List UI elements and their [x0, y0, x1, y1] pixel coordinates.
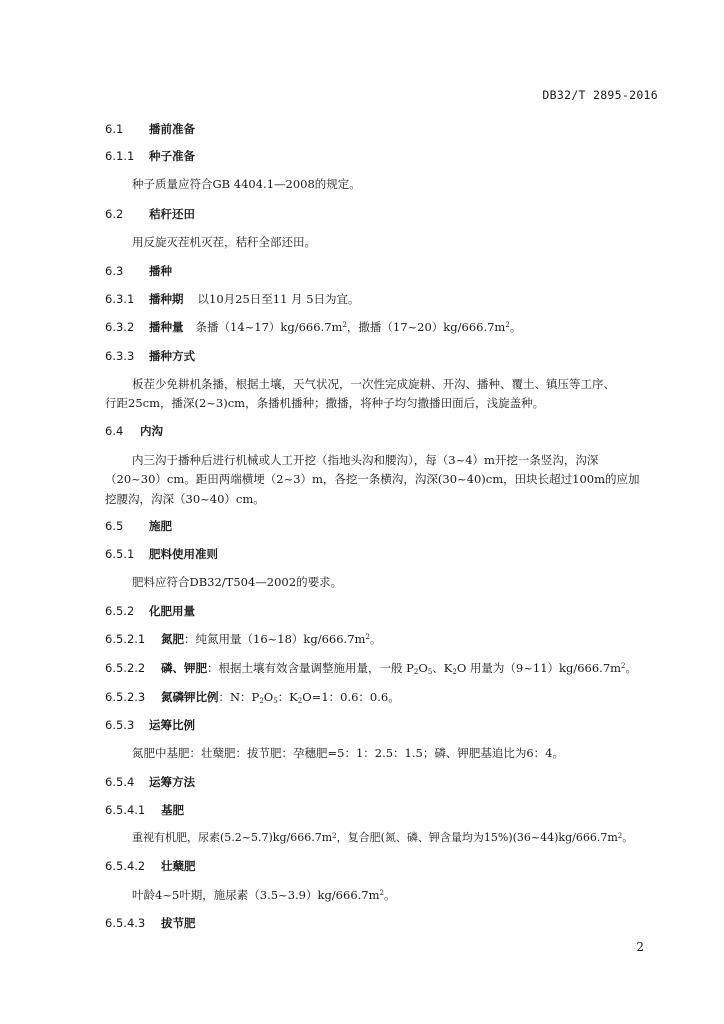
section-6-1	[105, 121, 195, 137]
section-number: 6.5.4.2	[105, 859, 146, 873]
section-number: 6.5.2	[105, 604, 135, 618]
section-6-3-1	[105, 291, 360, 307]
paragraph-fertilizer-standard: 肥料应符合DB32/T504—2002的要求。	[132, 575, 343, 589]
section-title: 运筹方法	[149, 775, 195, 789]
paragraph-ratio: 氮肥中基肥：壮蘖肥：拔节肥：孕穗肥=5：1：2.5：1.5；磷、钾肥基追比为6：4。	[132, 746, 564, 760]
section-number: 6.5.4.3	[105, 916, 146, 930]
section-6-4	[105, 423, 163, 439]
section-6-5-4-1	[105, 802, 184, 818]
document-code: DB32/T 2895-2016	[542, 88, 658, 102]
section-number: 6.2	[105, 207, 124, 221]
section-title: 拔节肥	[161, 916, 196, 930]
section-number: 6.1	[105, 122, 124, 136]
paragraph-straw: 用反旋灭茬机灭茬，秸秆全部还田。	[132, 235, 316, 249]
paragraph-ditch-line-2: （20~30）cm。距田两端横埂（2~3）m，各挖一条横沟，沟深(30~40)cm，田块长超过100m的应加	[105, 472, 640, 486]
section-title: 磷、钾肥	[161, 661, 207, 675]
section-6-5	[105, 518, 172, 534]
section-6-5-4	[105, 774, 195, 790]
paragraph-ditch-line-1: 内三沟于播种后进行机械或人工开挖（指地头沟和腰沟），每（3~4）m开挖一条竖沟，沟深	[132, 453, 599, 467]
section-title: 播种	[149, 264, 172, 278]
section-text: ：根据土壤有效含量调整施用量，一般 $P_2O_5$、$K_2O$ 用量为$(9\sim 11)kg/666.7m^2$。	[207, 661, 638, 676]
section-6-3	[105, 263, 172, 279]
section-6-3-2	[105, 319, 521, 335]
section-6-3-3	[105, 348, 195, 364]
paragraph-base-fertilizer: 重视有机肥，尿素$(5.2\sim 5.7)kg/666.7m^2$，复合肥(氮、磷、钾含量均为$15\%)(36\sim 44)kg/666.7m^2$。	[132, 831, 634, 844]
section-6-5-4-3	[105, 915, 196, 931]
paragraph-tiller-fertilizer: 叶龄4~5叶期，施尿素$(3.5\sim 3.9)kg/666.7m^2$。	[132, 888, 396, 902]
section-title: 内沟	[140, 424, 163, 438]
section-title: 基肥	[161, 803, 184, 817]
section-number: 6.3.3	[105, 349, 135, 363]
section-title: 运筹比例	[149, 718, 195, 732]
section-title: 氮肥	[161, 632, 184, 646]
section-text: 以10月25日至11 月 5日为宜。	[197, 292, 360, 306]
paragraph-sowing-line-1: 板茬少免耕机条播，根据土壤，天气状况，一次性完成旋耕、开沟、播种、覆土、镇压等工序、	[132, 377, 615, 391]
section-text: ：纯氮用量$(16\sim 18)kg/666.7m^2$。	[184, 632, 382, 646]
section-title: 肥料使用准则	[149, 547, 218, 561]
page-number: 2	[636, 940, 644, 954]
section-6-5-2	[105, 603, 195, 619]
section-number: 6.5	[105, 519, 124, 533]
section-number: 6.3	[105, 264, 124, 278]
section-text: ：N：$P_2O_5$：$K_2O=1$：0.6：0.6。	[218, 690, 400, 705]
section-6-2	[105, 206, 195, 222]
section-title: 播种期	[149, 292, 184, 306]
section-number: 6.5.4.1	[105, 803, 146, 817]
section-title: 施肥	[149, 519, 172, 533]
section-title: 化肥用量	[149, 604, 195, 618]
section-title: 播种方式	[149, 349, 195, 363]
section-number: 6.5.2.3	[105, 690, 146, 704]
section-title: 播种量	[149, 320, 184, 334]
paragraph-seed-quality: 种子质量应符合GB 4404.1—2008的规定。	[132, 177, 361, 191]
section-number: 6.3.2	[105, 320, 135, 334]
section-number: 6.4	[105, 424, 124, 438]
section-number: 6.5.2.2	[105, 661, 146, 675]
section-title: 秸秆还田	[149, 207, 195, 221]
section-6-1-1	[105, 148, 195, 164]
section-number: 6.5.2.1	[105, 632, 146, 646]
section-text: 条播$(14\sim 17)kg/666.7m^2$，撒播$(17\sim 20)kg/666.7m^2$。	[195, 320, 522, 334]
section-title: 壮蘖肥	[161, 859, 196, 873]
paragraph-ditch-line-3: 挖腰沟，沟深（30~40）cm。	[105, 492, 265, 506]
section-number: 6.5.4	[105, 775, 135, 789]
section-number: 6.5.1	[105, 547, 135, 561]
section-title: 种子准备	[149, 149, 195, 163]
section-6-5-2-2	[105, 660, 637, 678]
section-number: 6.1.1	[105, 149, 135, 163]
section-6-5-1	[105, 546, 218, 562]
section-6-5-2-1	[105, 631, 381, 647]
section-6-5-4-2	[105, 858, 196, 874]
section-title: 播前准备	[149, 122, 195, 136]
section-6-5-2-3	[105, 689, 400, 707]
section-6-5-3	[105, 717, 195, 733]
paragraph-sowing-line-2: 行距25cm，播深(2~3)cm，条播机播种；撒播，将种子均匀撒播田面后，浅旋盖种。	[105, 396, 545, 410]
section-number: 6.3.1	[105, 292, 135, 306]
section-title: 氮磷钾比例	[161, 690, 219, 704]
section-number: 6.5.3	[105, 718, 135, 732]
